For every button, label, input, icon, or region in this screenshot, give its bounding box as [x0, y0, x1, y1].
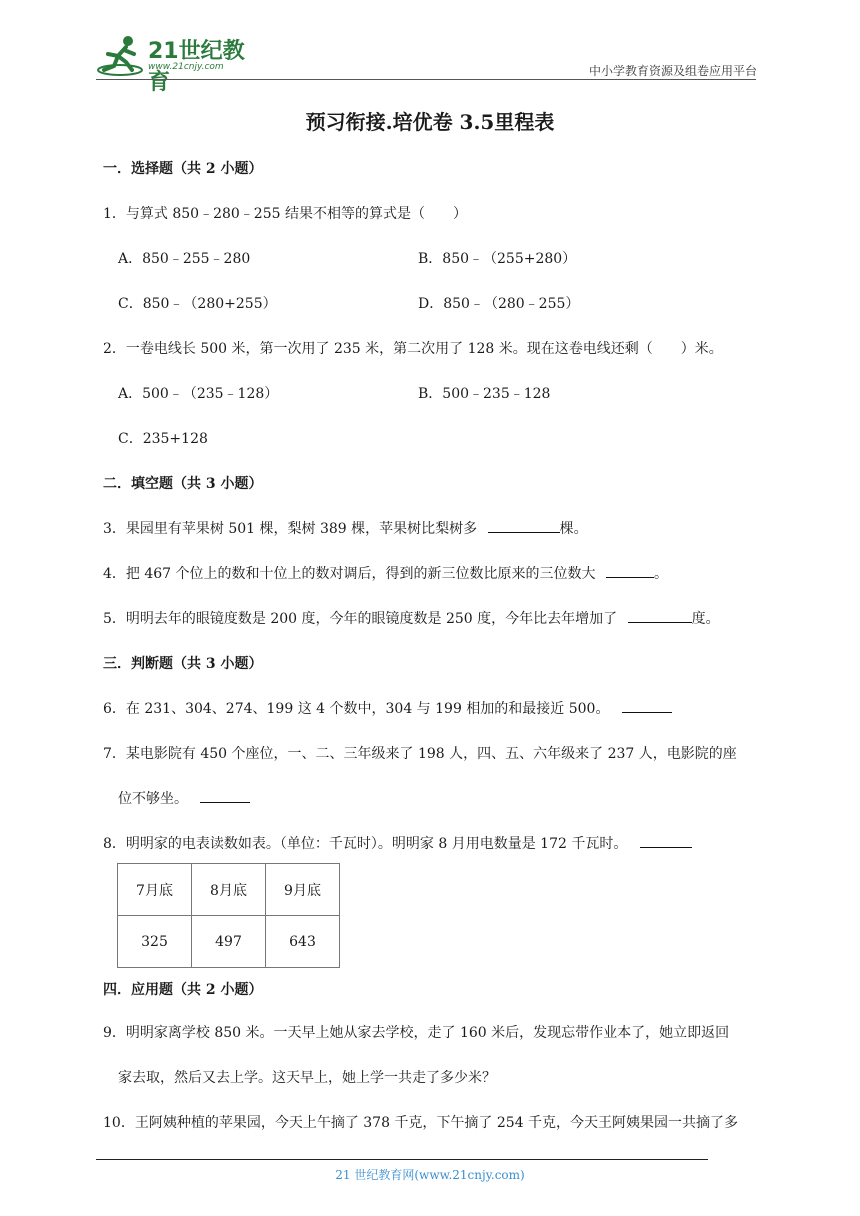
table-header-cell: 8月底 [192, 864, 266, 916]
section-heading-application: 四．应用题（共 2 小题） [103, 982, 263, 998]
header-divider [96, 79, 756, 80]
question-1-option-c: C．850﹣（280+255） [118, 296, 277, 312]
question-2-option-b: B．500﹣235﹣128 [418, 386, 551, 402]
site-logo [96, 34, 266, 95]
table-row [118, 916, 340, 968]
answer-blank[interactable] [200, 788, 250, 803]
table-cell: 325 [118, 916, 192, 968]
meter-reading-table [117, 863, 340, 968]
question-3 [103, 518, 588, 538]
question-8 [103, 833, 692, 853]
question-1-option-b: B．850﹣（255+280） [418, 251, 577, 267]
question-6 [103, 698, 672, 718]
page-title: 预习衔接.培优卷 3.5里程表 [305, 110, 555, 134]
question-4-text: 4．把 467 个位上的数和十位上的数对调后，得到的新三位数比原来的三位数大 [103, 566, 596, 582]
runner-logo-icon [96, 34, 146, 78]
question-4-unit: 。 [653, 566, 668, 582]
question-5 [103, 608, 720, 628]
question-2-option-c: C．235+128 [118, 431, 208, 447]
question-2-option-a: A．500﹣（235﹣128） [118, 386, 279, 402]
table-cell: 643 [266, 916, 340, 968]
question-5-text: 5．明明去年的眼镜度数是 200 度，今年的眼镜度数是 250 度，今年比去年增加了 [103, 611, 618, 627]
answer-blank[interactable] [622, 698, 672, 713]
answer-blank[interactable] [628, 608, 692, 623]
logo-text: 21世纪教育 [148, 39, 245, 95]
question-7-line-1: 7．某电影院有 450 个座位，一、二、三年级来了 198 人，四、五、六年级来了 237 人，电影院的座 [103, 746, 737, 762]
question-4 [103, 563, 668, 583]
footer-divider [96, 1159, 708, 1160]
question-1-stem: 1．与算式 850﹣280﹣255 结果不相等的算式是（ ） [103, 206, 467, 222]
table-cell: 497 [192, 916, 266, 968]
table-header-cell: 9月底 [266, 864, 340, 916]
table-header-cell: 7月底 [118, 864, 192, 916]
answer-blank[interactable] [640, 833, 692, 848]
question-10-line-1: 10．王阿姨种植的苹果园，今天上午摘了 378 千克，下午摘了 254 千克，今天王阿姨果园一共摘了多 [103, 1115, 739, 1131]
question-9-line-2: 家去取，然后又去上学。这天早上，她上学一共走了多少米？ [118, 1070, 496, 1086]
question-9-line-1: 9．明明家离学校 850 米。一天早上她从家去学校，走了 160 米后，发现忘带作业本了，她立即返回 [103, 1025, 730, 1041]
logo-url: www.21cnjy.com [148, 62, 224, 72]
footer-link[interactable]: 21 世纪教育网(www.21cnjy.com) [335, 1168, 525, 1182]
question-3-text: 3．果园里有苹果树 501 棵，梨树 389 棵，苹果树比梨树多 [103, 521, 478, 537]
question-6-text: 6．在 231、304、274、199 这 4 个数中，304 与 199 相加的和最接近 500。 [103, 701, 610, 717]
question-1-option-a: A．850﹣255﹣280 [118, 251, 251, 267]
answer-blank[interactable] [488, 518, 560, 533]
section-heading-fill: 二．填空题（共 3 小题） [103, 476, 263, 492]
section-heading-judge: 三．判断题（共 3 小题） [103, 656, 263, 672]
table-header-row [118, 864, 340, 916]
question-2-stem: 2．一卷电线长 500 米，第一次用了 235 米，第二次用了 128 米。现在这卷电线还剩（ ）米。 [103, 341, 723, 357]
question-5-unit: 度。 [691, 611, 720, 627]
platform-name: 中小学教育资源及组卷应用平台 [588, 64, 757, 78]
question-7-text: 位不够坐。 [118, 791, 188, 807]
question-3-unit: 棵。 [559, 521, 588, 537]
section-heading-choice: 一．选择题（共 2 小题） [103, 161, 263, 177]
question-7 [118, 788, 250, 808]
question-1-option-d: D．850﹣（280﹣255） [418, 296, 580, 312]
answer-blank[interactable] [606, 563, 654, 578]
question-8-text: 8．明明家的电表读数如表。（单位：千瓦时）。明明家 8 月用电数量是 172 千瓦时。 [103, 836, 628, 852]
